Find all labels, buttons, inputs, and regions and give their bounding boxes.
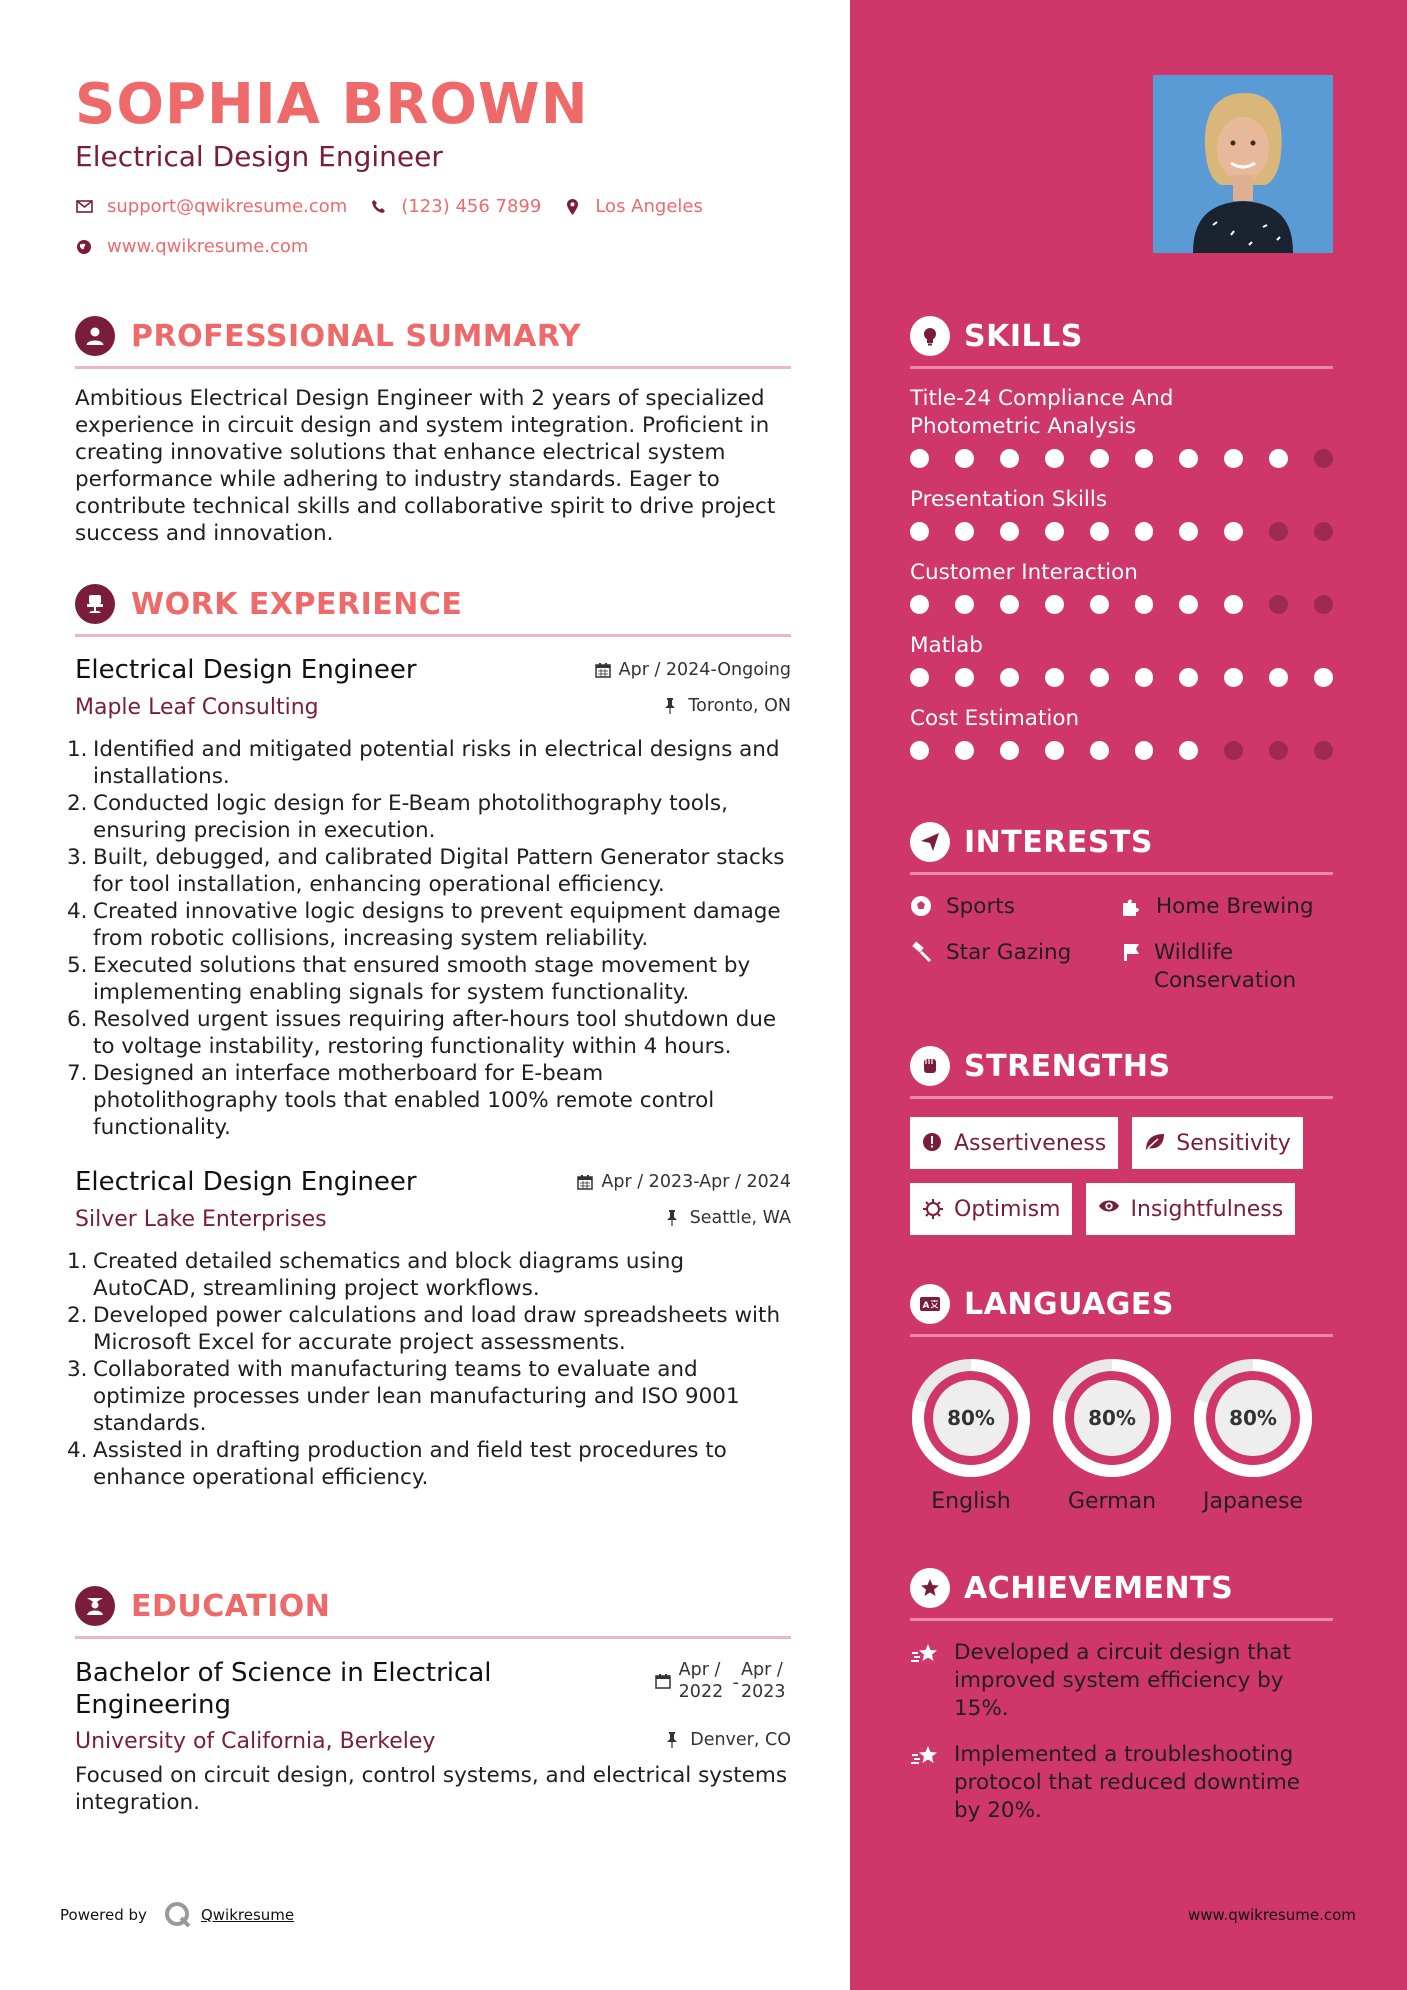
degree-line-1: Bachelor of Science in Electrical — [75, 1658, 492, 1688]
soccer-ball-icon — [910, 895, 934, 919]
calendar-icon — [595, 662, 611, 678]
language-ring — [1192, 1357, 1314, 1479]
skill-name: Matlab — [910, 633, 983, 658]
rating-dot — [1045, 595, 1064, 614]
rating-dot — [1135, 522, 1154, 541]
rating-dot — [1045, 522, 1064, 541]
school-location: Denver, CO — [666, 1730, 791, 1750]
office-chair-icon — [75, 584, 115, 624]
strength-chip: Sensitivity — [1132, 1117, 1303, 1169]
language-name: English — [931, 1489, 1011, 1514]
degree-line-2: Engineering — [75, 1690, 231, 1720]
interests-heading: INTERESTS — [964, 824, 1153, 860]
puzzle-icon — [1120, 895, 1144, 919]
divider — [910, 1334, 1333, 1337]
bullet-item: 2. Conducted logic design for E-Beam photolithography tools, ensuring precision in execution. — [67, 791, 728, 843]
language-icon — [910, 1284, 950, 1324]
divider — [75, 1636, 791, 1639]
school-name: University of California, Berkeley — [75, 1729, 436, 1754]
user-icon — [75, 316, 115, 356]
skill-rating — [910, 668, 1333, 687]
rating-dot — [1045, 741, 1064, 760]
language-percent: 80% — [1229, 1406, 1277, 1430]
job-date: Apr / 2024-Ongoing — [595, 660, 791, 680]
phone-icon — [369, 198, 387, 216]
language-name: German — [1067, 1489, 1157, 1514]
website-row — [75, 236, 330, 257]
education-date: Apr / 2022 - Apr / 2023 — [655, 1659, 791, 1721]
bullet-item: 7. Designed an interface motherboard for E-beam photolithography tools that enabled 100% remote control functionality. — [67, 1061, 715, 1140]
rating-dot — [1314, 522, 1333, 541]
rating-dot — [1090, 668, 1109, 687]
svg-text:A: A — [922, 1301, 930, 1311]
job-bullets — [67, 1248, 791, 1491]
rating-dot — [1179, 522, 1198, 541]
map-pin-icon — [563, 198, 581, 216]
bullet-item: 1. Identified and mitigated potential risks in electrical designs and installations. — [67, 737, 780, 789]
pushpin-icon — [666, 1732, 682, 1748]
job-company: Maple Leaf Consulting — [75, 695, 319, 720]
divider — [75, 634, 791, 637]
rating-dot — [1269, 595, 1288, 614]
globe-icon — [75, 238, 93, 256]
skill-item — [910, 632, 1333, 687]
profile-photo — [1153, 75, 1333, 253]
interest-item: Sports — [910, 893, 1120, 921]
rating-dot — [1314, 595, 1333, 614]
leaf-icon — [1144, 1132, 1166, 1154]
sun-icon — [922, 1198, 944, 1220]
job-entry — [67, 655, 791, 1141]
skills-heading: SKILLS — [964, 318, 1083, 354]
rating-dot — [1000, 668, 1019, 687]
language-percent: 80% — [1088, 1406, 1136, 1430]
bullet-item: 1. Created detailed schematics and block diagrams using AutoCAD, streamlining project workflows. — [67, 1249, 684, 1301]
language-ring — [910, 1357, 1032, 1479]
achievements-heading: ACHIEVEMENTS — [964, 1570, 1234, 1606]
interests-section — [910, 820, 1333, 995]
rating-dot — [1314, 449, 1333, 468]
gavel-icon — [910, 941, 934, 965]
rating-dot — [1179, 595, 1198, 614]
language-ring — [1051, 1357, 1173, 1479]
rating-dot — [1135, 741, 1154, 760]
rating-dot — [955, 449, 974, 468]
rating-dot — [1224, 668, 1243, 687]
rating-dot — [955, 595, 974, 614]
rating-dot — [1224, 522, 1243, 541]
rating-dot — [1090, 595, 1109, 614]
graduate-icon — [75, 1586, 115, 1626]
education-heading: EDUCATION — [131, 1588, 331, 1624]
experience-heading: WORK EXPERIENCE — [131, 586, 463, 622]
job-company: Silver Lake Enterprises — [75, 1207, 327, 1232]
rating-dot — [955, 522, 974, 541]
rating-dot — [1045, 449, 1064, 468]
divider — [910, 366, 1333, 369]
rating-dot — [910, 449, 929, 468]
phone-item[interactable] — [369, 196, 541, 217]
lightbulb-icon — [910, 316, 950, 356]
divider — [910, 1618, 1333, 1621]
rating-dot — [910, 668, 929, 687]
website-item[interactable] — [75, 236, 308, 257]
strengths-list — [910, 1117, 1333, 1249]
skill-name: Cost Estimation — [910, 706, 1080, 731]
skill-rating — [910, 522, 1333, 541]
calendar-icon — [655, 1673, 671, 1689]
paper-plane-icon — [910, 822, 950, 862]
bullet-item: 6. Resolved urgent issues requiring after-hours tool shutdown due to voltage instability, restoring functionality within 4 hours. — [67, 1007, 777, 1059]
brand-link[interactable]: Qwikresume — [200, 1906, 295, 1924]
eye-icon — [1098, 1198, 1120, 1220]
achievement-text: Implemented a troubleshooting protocol that reduced downtime by 20%. — [954, 1742, 1301, 1823]
skill-item — [910, 385, 1333, 468]
rating-dot — [1179, 741, 1198, 760]
envelope-icon — [75, 198, 93, 216]
email-item[interactable] — [75, 196, 347, 217]
rating-dot — [1179, 449, 1198, 468]
summary-heading: PROFESSIONAL SUMMARY — [131, 318, 582, 354]
shooting-star-icon — [910, 1641, 940, 1669]
rating-dot — [1224, 595, 1243, 614]
skill-item — [910, 486, 1333, 541]
language-name: Japanese — [1203, 1489, 1303, 1514]
rating-dot — [1000, 449, 1019, 468]
languages-heading: LANGUAGES — [964, 1286, 1174, 1322]
strengths-heading: STRENGTHS — [964, 1048, 1171, 1084]
skill-name: Customer Interaction — [910, 560, 1138, 585]
rating-dot — [910, 595, 929, 614]
location-text: Los Angeles — [595, 196, 703, 217]
education-description: Focused on circuit design, control systems, and electrical systems integration. — [75, 1763, 788, 1815]
achievement-item — [910, 1741, 1333, 1825]
candidate-title: Electrical Design Engineer — [75, 140, 443, 173]
bullet-item: 5. Executed solutions that ensured smooth stage movement by implementing enabling signals for system functionality. — [67, 953, 751, 1005]
rating-dot — [1000, 595, 1019, 614]
bullet-item: 4. Created innovative logic designs to prevent equipment damage from robotic collisions, increasing system reliability. — [67, 899, 781, 951]
pushpin-icon — [664, 698, 680, 714]
rating-dot — [1135, 668, 1154, 687]
skills-list — [910, 385, 1333, 760]
job-title: Electrical Design Engineer — [75, 1167, 417, 1197]
contact-row — [75, 196, 725, 217]
interests-list — [910, 893, 1333, 995]
divider — [910, 1096, 1333, 1099]
rating-dot — [910, 741, 929, 760]
website-text[interactable]: www.qwikresume.com — [107, 236, 309, 257]
bullet-item: 3. Collaborated with manufacturing teams to evaluate and optimize processes under lean manufacturing and ISO 9001 standards. — [67, 1357, 740, 1436]
skill-item — [910, 705, 1333, 760]
job-location: Toronto, ON — [664, 696, 791, 716]
job-title: Electrical Design Engineer — [75, 655, 417, 685]
star-badge-icon — [910, 1568, 950, 1608]
bullet-item: 2. Developed power calculations and load draw spreadsheets with Microsoft Excel for accurate project assessments. — [67, 1303, 781, 1355]
strength-chip: Assertiveness — [910, 1117, 1118, 1169]
fist-icon — [910, 1046, 950, 1086]
skills-section — [910, 314, 1333, 778]
rating-dot — [910, 522, 929, 541]
calendar-icon — [577, 1174, 593, 1190]
candidate-name: SOPHIA BROWN — [75, 72, 589, 137]
rating-dot — [1000, 741, 1019, 760]
job-bullets — [67, 736, 791, 1141]
qwikresume-logo-icon — [163, 1900, 193, 1930]
rating-dot — [1090, 522, 1109, 541]
achievements-section — [910, 1566, 1333, 1825]
rating-dot — [1269, 449, 1288, 468]
rating-dot — [1314, 668, 1333, 687]
summary-text: Ambitious Electrical Design Engineer with 2 years of specialized experience in circuit design and system integration. Proficient in creating innovative solutions that enhance electrical system performance while adhering to industry standards. Eager to contribute technical skills and collaborative spirit to drive project success and innovation. — [75, 386, 776, 546]
interest-item: Home Brewing — [1120, 893, 1330, 921]
rating-dot — [1090, 449, 1109, 468]
email-text[interactable]: support@qwikresume.com — [107, 196, 348, 217]
pushpin-icon — [666, 1210, 682, 1226]
bullet-item: 4. Assisted in drafting production and field test procedures to enhance operational efficiency. — [67, 1438, 727, 1490]
language-item — [910, 1357, 1032, 1514]
achievements-list — [910, 1639, 1333, 1825]
rating-dot — [1179, 668, 1198, 687]
languages-section — [910, 1282, 1333, 1514]
rating-dot — [1269, 668, 1288, 687]
skill-rating — [910, 449, 1333, 468]
rating-dot — [1090, 741, 1109, 760]
job-entry — [67, 1167, 791, 1491]
rating-dot — [1000, 522, 1019, 541]
bullet-item: 3. Built, debugged, and calibrated Digital Pattern Generator stacks for tool installation, enhancing operational efficiency. — [67, 845, 785, 897]
strengths-section — [910, 1044, 1333, 1249]
rating-dot — [1045, 668, 1064, 687]
skill-name: Title-24 Compliance And Photometric Analysis — [910, 386, 1174, 439]
footer-powered: Powered by Qwikresume — [60, 1900, 294, 1930]
strength-chip: Insightfulness — [1086, 1183, 1295, 1235]
rating-dot — [1269, 741, 1288, 760]
footer-website[interactable]: www.qwikresume.com — [1188, 1906, 1356, 1924]
skill-rating — [910, 741, 1333, 760]
rating-dot — [1314, 741, 1333, 760]
exclamation-circle-icon — [922, 1132, 944, 1154]
languages-list — [910, 1357, 1333, 1514]
location-item — [563, 196, 703, 217]
divider — [75, 366, 791, 369]
rating-dot — [1135, 595, 1154, 614]
rating-dot — [955, 741, 974, 760]
shooting-star-icon — [910, 1743, 940, 1771]
skill-item — [910, 559, 1333, 614]
rating-dot — [1224, 449, 1243, 468]
rating-dot — [1135, 449, 1154, 468]
experience-section — [67, 582, 791, 1491]
achievement-text: Developed a circuit design that improved system efficiency by 15%. — [954, 1640, 1291, 1721]
rating-dot — [1269, 522, 1288, 541]
skill-rating — [910, 595, 1333, 614]
rating-dot — [1224, 741, 1243, 760]
phone-text[interactable]: (123) 456 7899 — [401, 196, 542, 217]
language-item — [1051, 1357, 1173, 1514]
language-item — [1192, 1357, 1314, 1514]
education-section — [75, 1584, 791, 1816]
language-percent: 80% — [947, 1406, 995, 1430]
interest-item: Star Gazing — [910, 939, 1120, 995]
summary-section — [75, 314, 791, 547]
divider — [910, 872, 1333, 875]
achievement-item — [910, 1639, 1333, 1723]
flag-icon — [1120, 941, 1142, 965]
job-location: Seattle, WA — [666, 1208, 791, 1228]
strength-chip: Optimism — [910, 1183, 1072, 1235]
interest-item: Wildlife Conservation — [1120, 939, 1330, 995]
skill-name: Presentation Skills — [910, 487, 1108, 512]
job-date: Apr / 2023-Apr / 2024 — [577, 1172, 791, 1192]
rating-dot — [955, 668, 974, 687]
